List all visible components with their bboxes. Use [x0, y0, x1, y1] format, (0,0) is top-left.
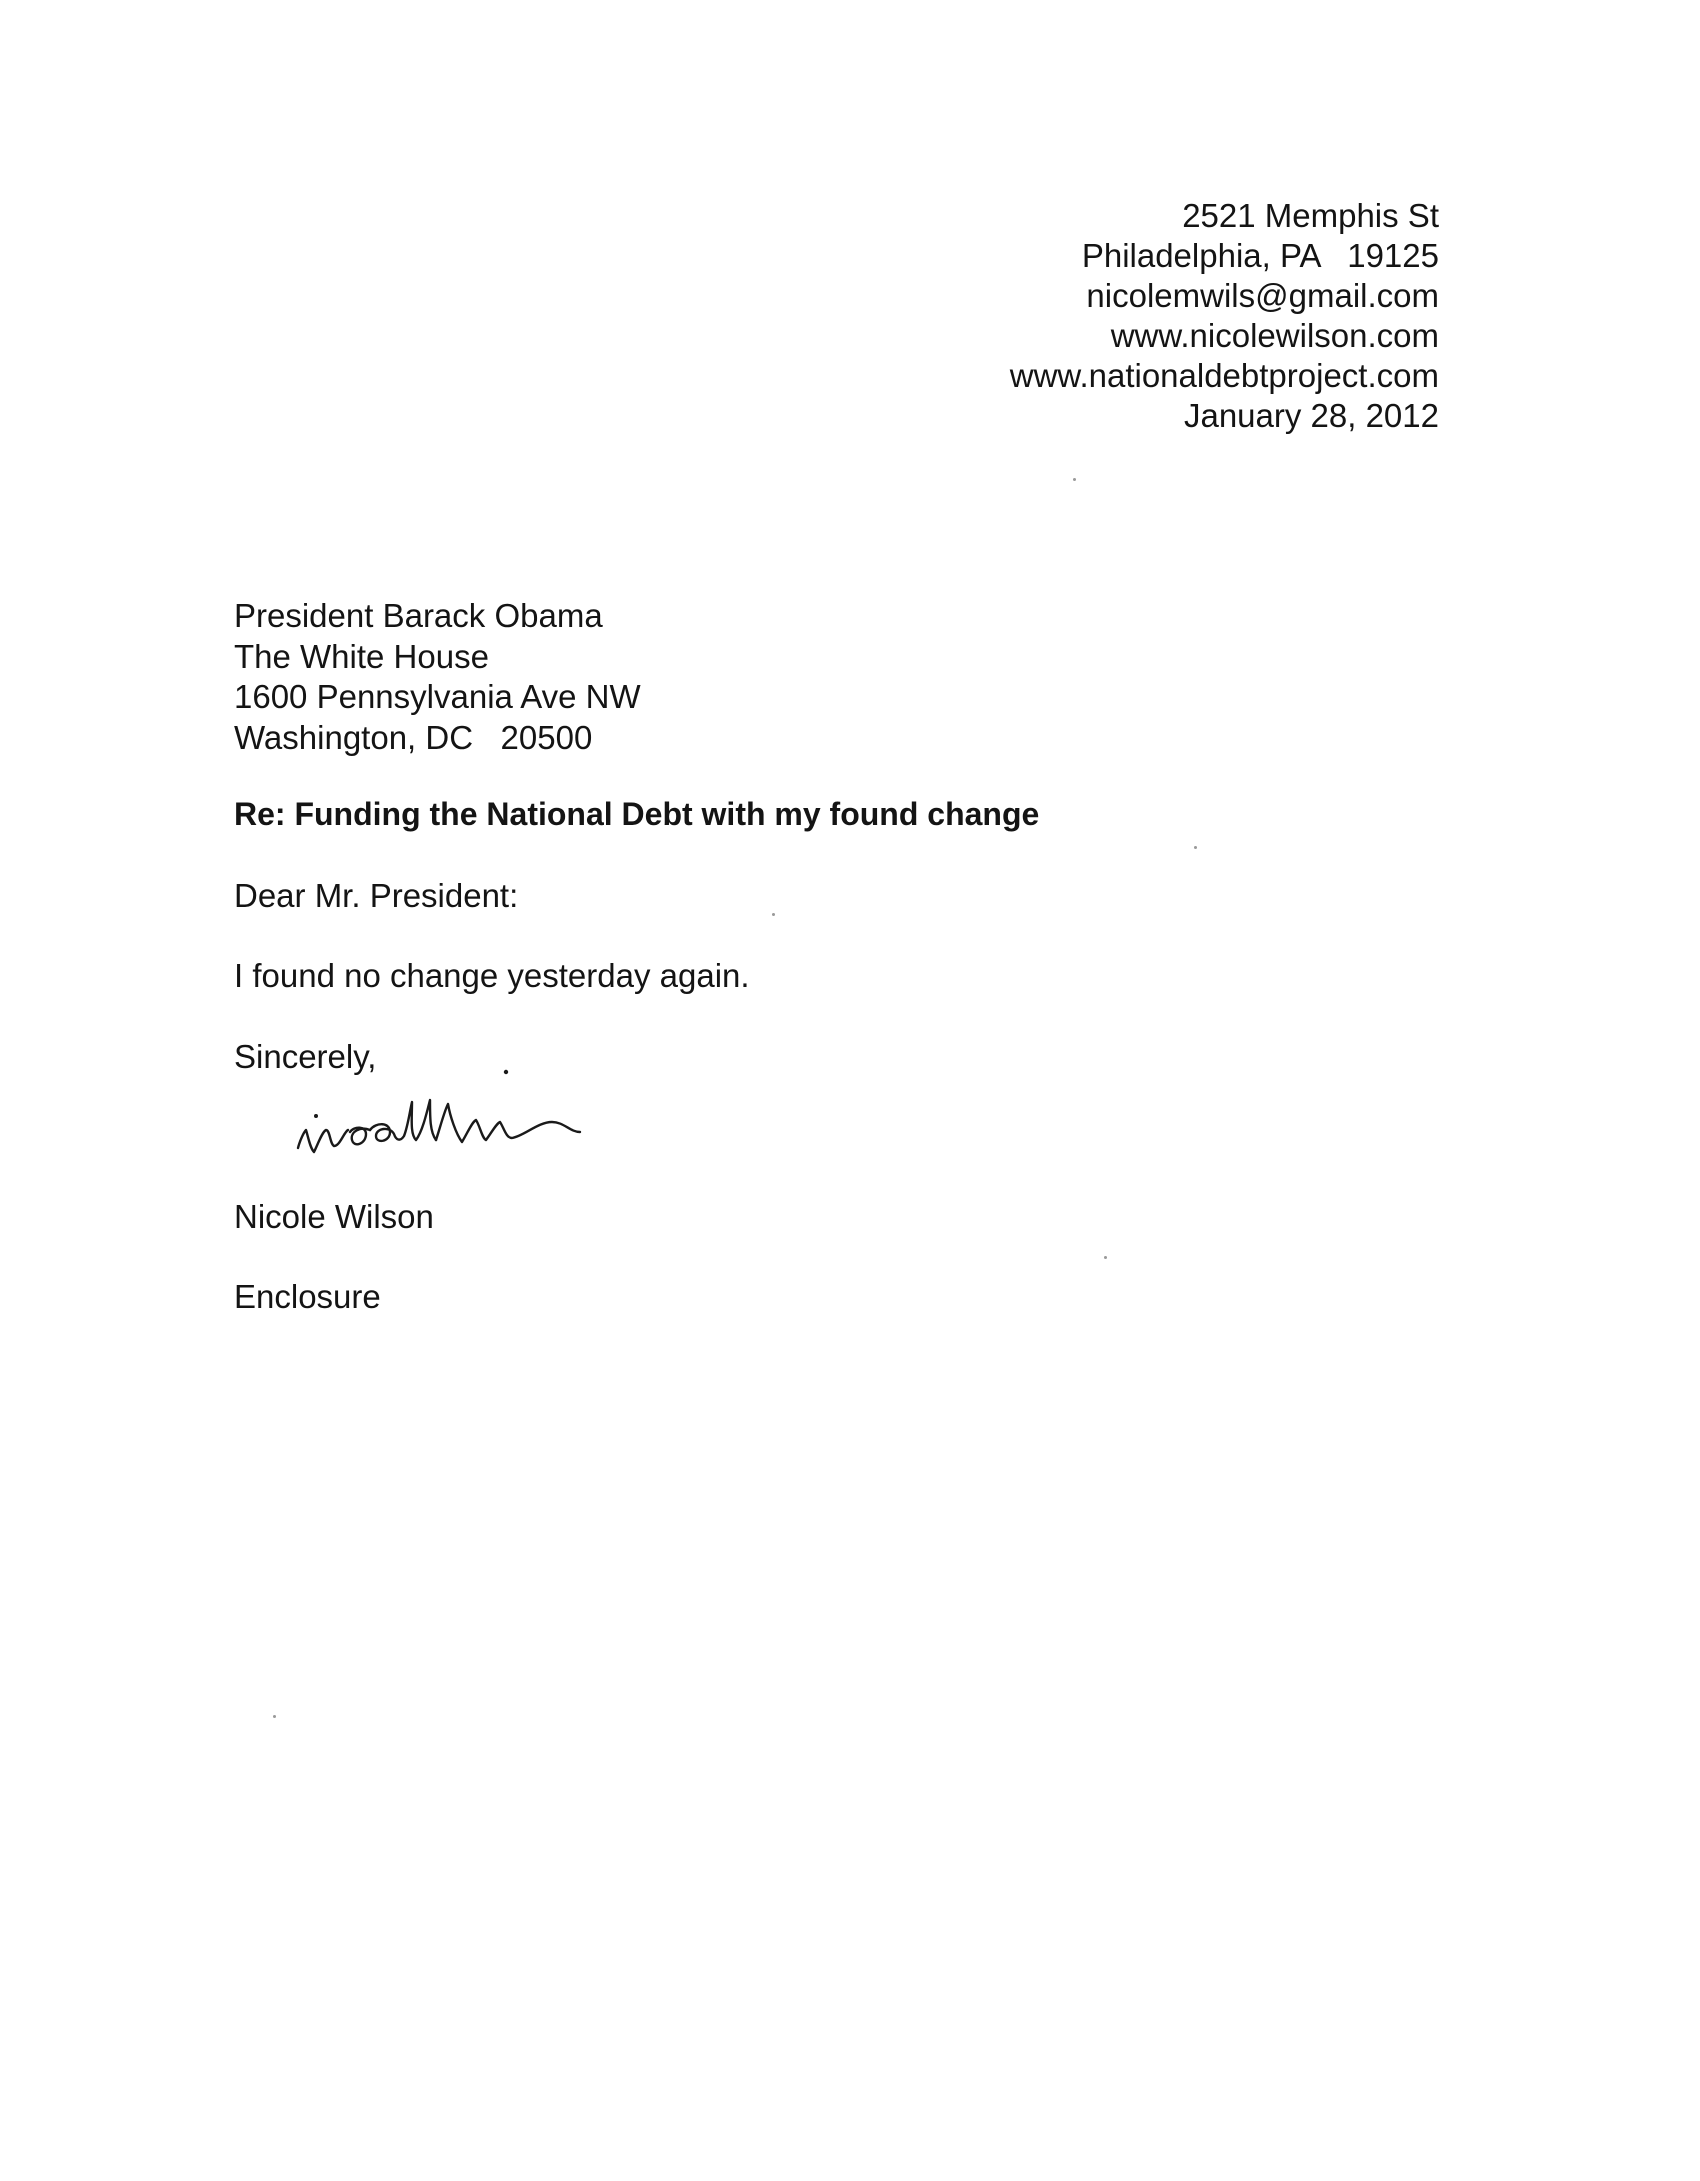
recipient-city-state-zip: Washington, DC 20500: [234, 718, 593, 756]
scan-speck: [273, 1715, 276, 1718]
sender-website-2: www.nationaldebtproject.com: [1009, 357, 1439, 394]
sender-city-state-zip: Philadelphia, PA 19125: [1081, 237, 1439, 274]
scan-speck: [772, 913, 775, 916]
sender-email: nicolemwils@gmail.com: [1086, 277, 1439, 314]
enclosure-note: Enclosure: [234, 1278, 381, 1315]
closing: Sincerely,: [234, 1038, 377, 1075]
recipient-street: 1600 Pennsylvania Ave NW: [234, 678, 641, 715]
subject-line: Re: Funding the National Debt with my found change: [234, 796, 1040, 832]
body-text: I found no change yesterday again.: [234, 957, 750, 994]
recipient-org: The White House: [234, 637, 489, 675]
recipient-address-block: [234, 596, 641, 758]
scan-speck: [1104, 1256, 1107, 1259]
handwritten-signature: [290, 1060, 670, 1180]
sender-website-1: www.nicolewilson.com: [1110, 317, 1439, 354]
sender-street: 2521 Memphis St: [1182, 197, 1439, 234]
recipient-name: President Barack Obama: [234, 597, 603, 634]
letter-date: January 28, 2012: [1183, 397, 1439, 434]
sender-address-block: [1010, 196, 1439, 436]
scan-speck: [1073, 478, 1076, 481]
salutation: Dear Mr. President:: [234, 877, 519, 914]
signer-name: Nicole Wilson: [234, 1198, 434, 1235]
scan-speck: [1194, 846, 1197, 849]
